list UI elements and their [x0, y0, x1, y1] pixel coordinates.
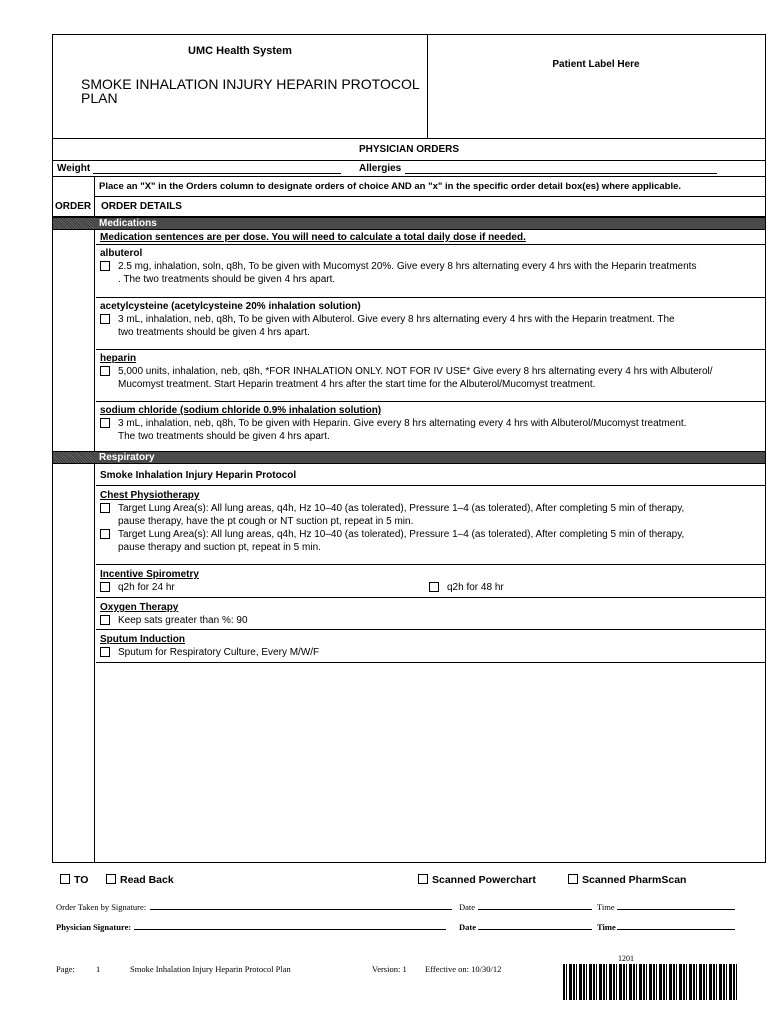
org-name: UMC Health System	[188, 45, 292, 57]
to-option[interactable]: TO	[60, 874, 88, 886]
med-acetylcysteine: acetylcysteine (acetylcysteine 20% inhalation solution) 3 mL, inhalation, neb, q8h, To be given with Albuterol. Give every 8 hrs alternating every 4 hrs with the Heparin treatment. The two treatments should be given 4 hrs apart.	[96, 298, 765, 350]
physician-time-field[interactable]	[617, 922, 735, 930]
allergies-field[interactable]	[405, 173, 717, 174]
med-name: albuterol	[100, 248, 143, 259]
form-code: 1201	[618, 954, 634, 963]
order-taken-signature-field[interactable]	[150, 902, 452, 910]
respiratory-section-bar	[53, 451, 765, 464]
physician-signature-field[interactable]	[134, 922, 446, 930]
medication-note: Medication sentences are per dose. You will need to calculate a total daily dose if needed.	[96, 231, 765, 245]
to-checkbox[interactable]	[60, 874, 70, 884]
order-column	[53, 177, 95, 862]
med-name: acetylcysteine (acetylcysteine 20% inhalation solution)	[100, 301, 361, 312]
scanned-pharmscan-checkbox[interactable]	[568, 874, 578, 884]
med-name: sodium chloride (sodium chloride 0.9% inhalation solution)	[100, 405, 382, 416]
physician-date-field[interactable]	[478, 922, 592, 930]
order-col-header: ORDER	[55, 201, 92, 212]
chest-physiotherapy: Chest Physiotherapy Target Lung Area(s): All lung areas, q4h, Hz 10–40 (as tolerated), Pressure 1–4 (as tolerated), After completing 5 min of therapy, pause therapy, have the pt cough or NT suction pt, repeat in 5 min. Target Lung Area(s): All lung areas, q4h, Hz 10–40 (as tolerated), Pressure 1–4 (as tolerated), After completing 5 min of therapy, pause therapy and suction pt, repeat in 5 min.	[96, 486, 765, 565]
protocol-name: Smoke Inhalation Injury Heparin Protocol	[96, 465, 765, 486]
med-sodium-chloride: sodium chloride (sodium chloride 0.9% inhalation solution) 3 mL, inhalation, neb, q8h, To be given with Heparin. Give every 8 hrs alternating every 4 hrs with Albuterol/Mucomyst treatment. The two treatments should be given 4 hrs apart.	[96, 402, 765, 452]
patient-label-area: Patient Label Here	[552, 59, 640, 70]
order-taken-date-field[interactable]	[478, 902, 592, 910]
order-title: Incentive Spirometry	[100, 569, 199, 580]
scanned-pharmscan-option[interactable]: Scanned PharmScan	[568, 874, 686, 886]
order-form-frame	[52, 34, 766, 863]
effective-date: Effective on: 10/30/12	[425, 964, 502, 974]
page-number: 1	[96, 964, 101, 974]
med-name: heparin	[100, 353, 137, 364]
scanned-powerchart-checkbox[interactable]	[418, 874, 428, 884]
instructions: Place an "X" in the Orders column to designate orders of choice AND an "x" in the specific order detail box(es) where applicable.	[95, 177, 765, 197]
oxygen-therapy: Oxygen Therapy Keep sats greater than %: 90	[96, 598, 765, 630]
albuterol-checkbox[interactable]	[100, 261, 110, 271]
chest-opt1-checkbox[interactable]	[100, 503, 110, 513]
incentive-spirometry: Incentive Spirometry q2h for 24 hr q2h for 48 hr	[96, 565, 765, 598]
order-title: Oxygen Therapy	[100, 602, 179, 613]
weight-field[interactable]	[93, 173, 341, 174]
medications-section-label: Medications	[95, 218, 765, 229]
document-name: Smoke Inhalation Injury Heparin Protocol Plan	[130, 964, 291, 974]
spirometry-48hr-checkbox[interactable]	[429, 582, 439, 592]
heparin-checkbox[interactable]	[100, 366, 110, 376]
form-title: SMOKE INHALATION INJURY HEPARIN PROTOCOL PLAN	[81, 76, 420, 106]
details-col-header: ORDER DETAILS	[101, 201, 182, 212]
sputum-checkbox[interactable]	[100, 647, 110, 657]
chest-opt2-checkbox[interactable]	[100, 529, 110, 539]
order-header-row	[53, 197, 765, 217]
med-albuterol: albuterol 2.5 mg, inhalation, soln, q8h, To be given with Mucomyst 20%. Give every 8 hrs alternating every 4 hrs with the Heparin treatments . The two treatments should be given 4 hrs apart.	[96, 245, 765, 298]
version: Version: 1	[372, 964, 407, 974]
barcode	[563, 964, 737, 1000]
read-back-option[interactable]: Read Back	[106, 874, 174, 886]
spirometry-24hr-checkbox[interactable]	[100, 582, 110, 592]
read-back-checkbox[interactable]	[106, 874, 116, 884]
page-label: Page:	[56, 964, 75, 974]
physician-orders-heading: PHYSICIAN ORDERS	[53, 139, 765, 161]
order-taken-time-field[interactable]	[617, 902, 735, 910]
respiratory-section-label: Respiratory	[95, 452, 765, 463]
acetylcysteine-checkbox[interactable]	[100, 314, 110, 324]
form-header	[53, 35, 765, 139]
order-title: Sputum Induction	[100, 634, 185, 645]
sputum-induction: Sputum Induction Sputum for Respiratory Culture, Every M/W/F	[96, 630, 765, 663]
oxygen-checkbox[interactable]	[100, 615, 110, 625]
medications-section-bar	[53, 217, 765, 230]
weight-allergies-row	[53, 161, 765, 177]
allergies-label: Allergies	[359, 163, 402, 174]
weight-label: Weight	[57, 163, 91, 174]
order-title: Chest Physiotherapy	[100, 490, 200, 501]
sodium-chloride-checkbox[interactable]	[100, 418, 110, 428]
med-heparin: heparin 5,000 units, inhalation, neb, q8h, *FOR INHALATION ONLY. NOT FOR IV USE* Give every 8 hrs alternating every 4 hrs with Albuterol/ Mucomyst treatment. Start Heparin treatment 4 hrs after the start time for the Albuterol/Mucomyst treatment.	[96, 350, 765, 402]
scanned-powerchart-option[interactable]: Scanned Powerchart	[418, 874, 536, 886]
